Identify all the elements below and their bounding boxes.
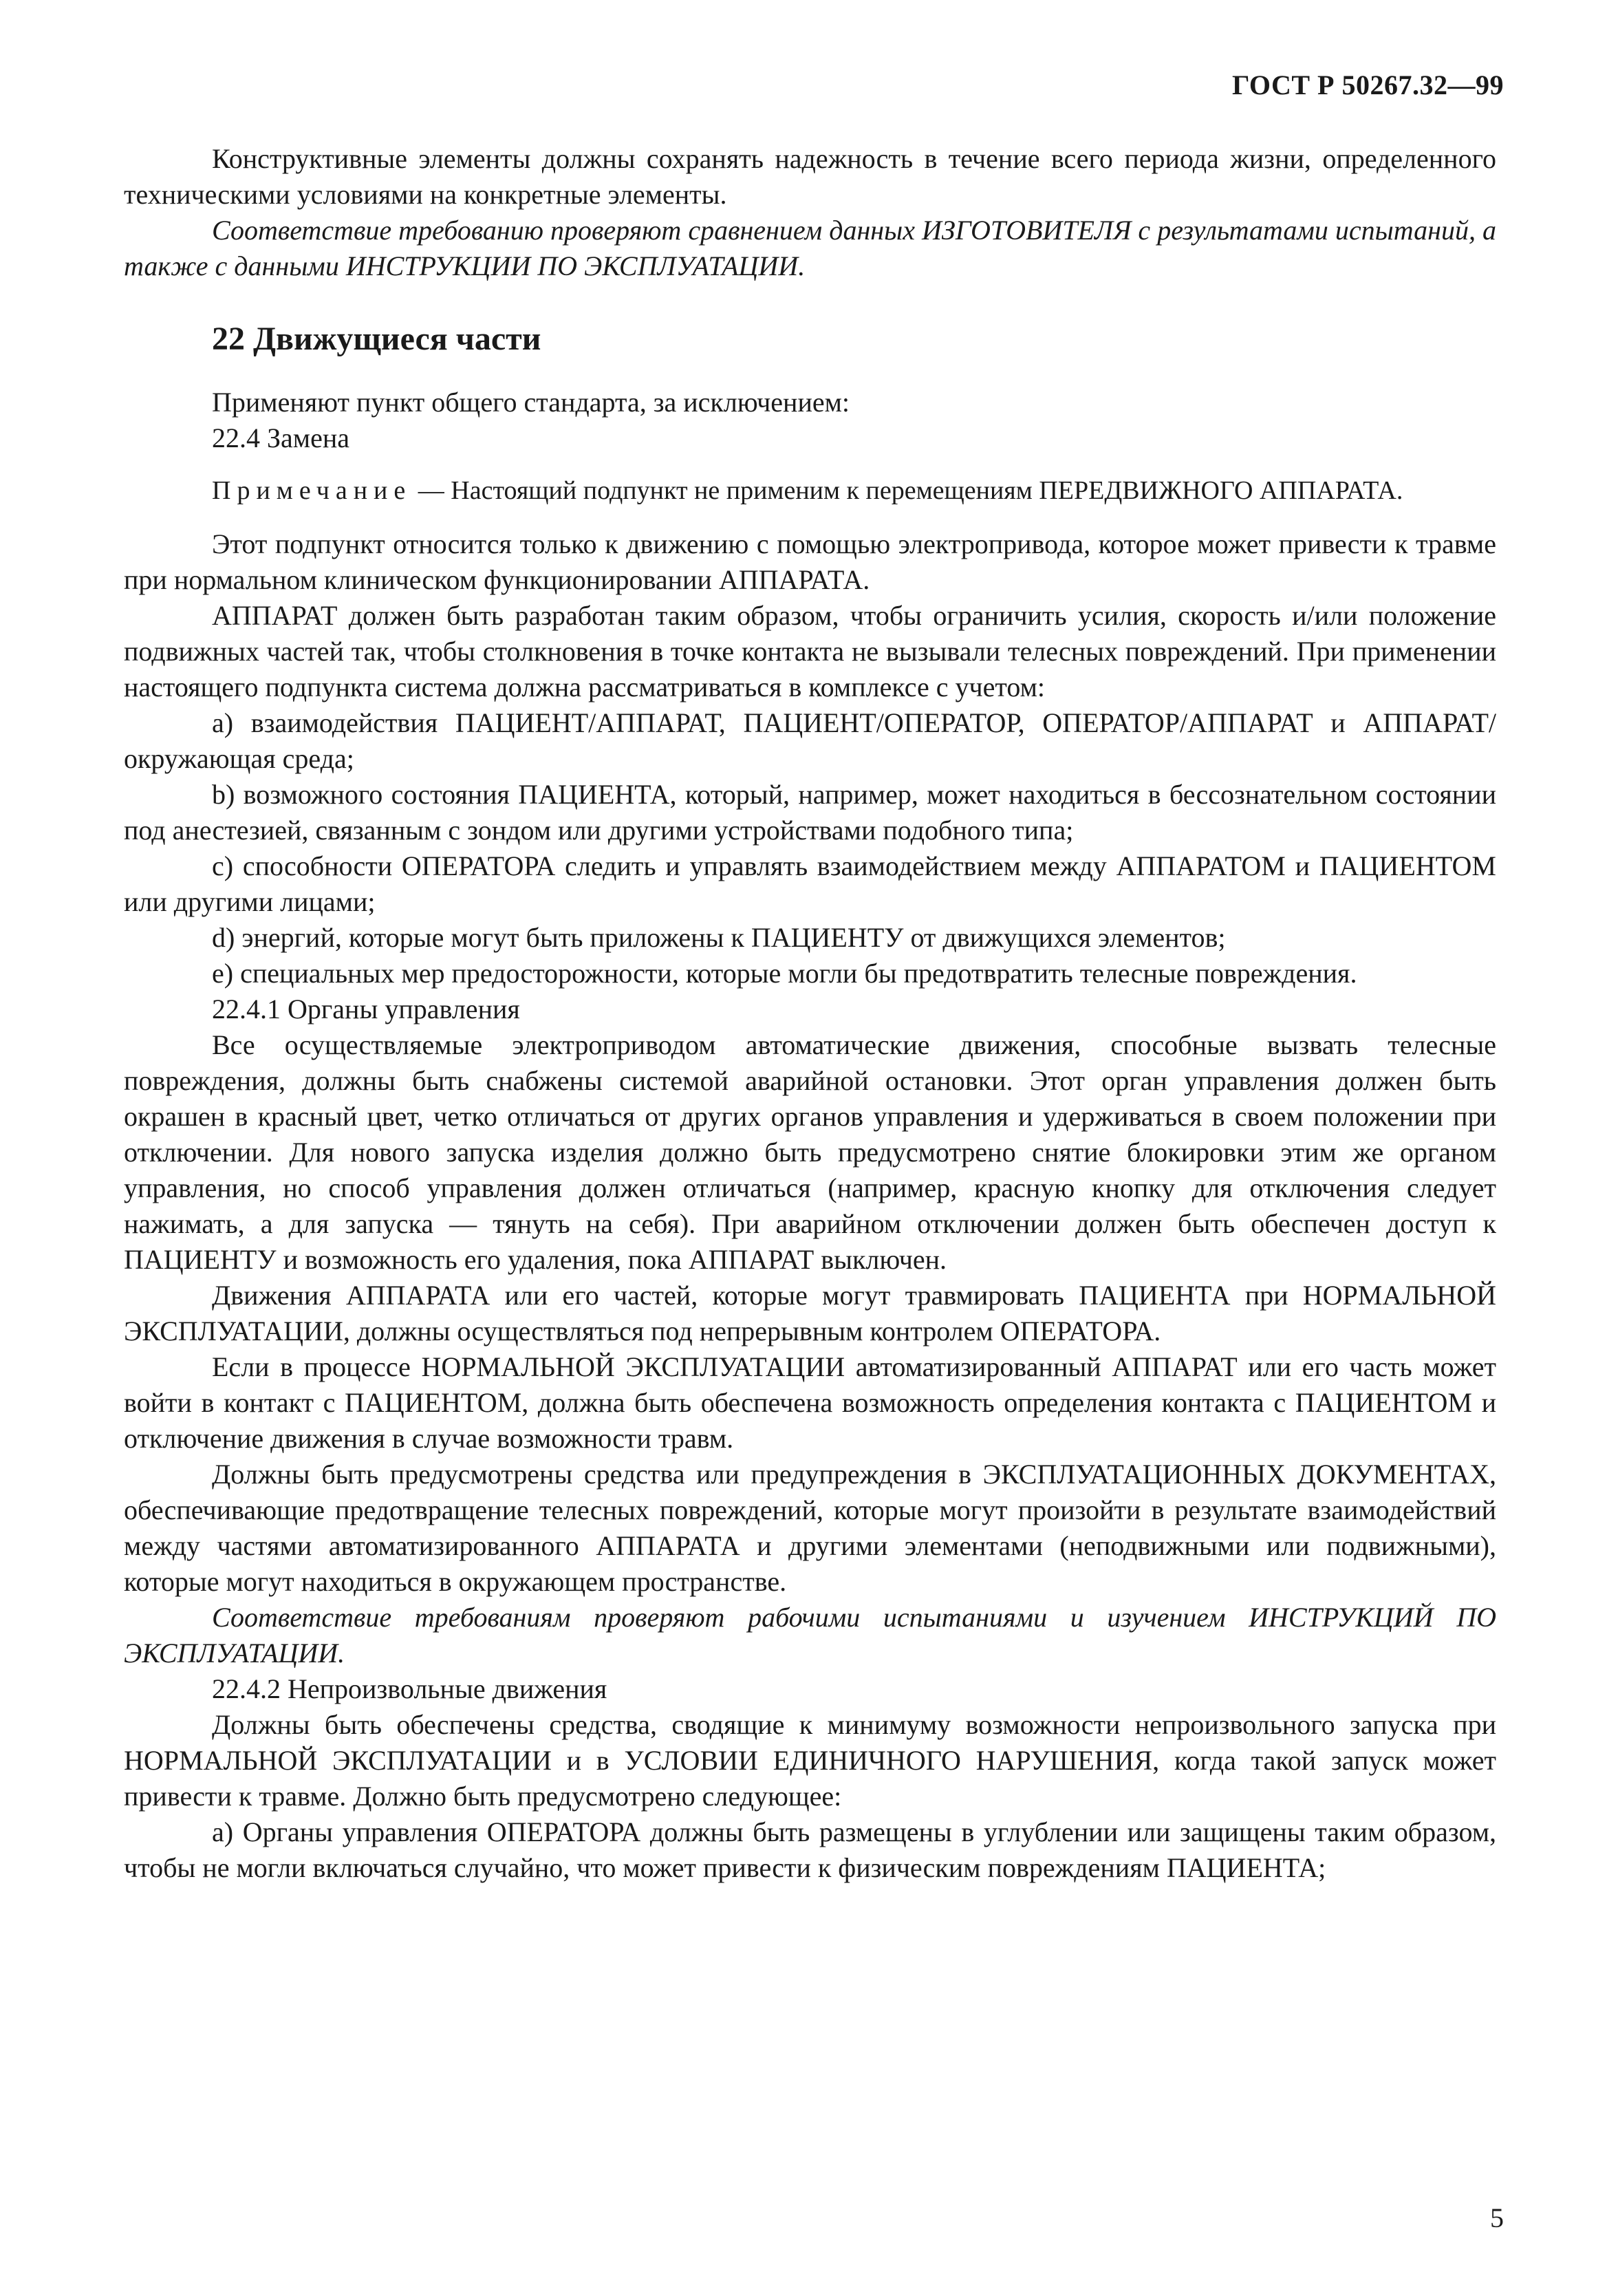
note-label: Примечание [212, 476, 412, 505]
page-number: 5 [1490, 2202, 1504, 2233]
document-body [124, 141, 1496, 1886]
compliance-paragraph: Соответствие требованиям проверяют рабочими испытаниями и изучением ИНСТРУКЦИЙ ПО ЭКСПЛУАТАЦИИ. [124, 1602, 1496, 1669]
paragraph: Движения АППАРАТА или его частей, которые могут травмировать ПАЦИЕНТА при НОРМАЛЬНОЙ ЭКСПЛУАТАЦИИ, должны осуществляться под непрерывным контролем ОПЕРАТОРА. [124, 1280, 1496, 1347]
subsection-title: 22.4.1 Органы управления [212, 994, 520, 1024]
list-item: b) возможного состояния ПАЦИЕНТА, который, например, может находиться в бессознательном состоянии под анестезией, связанным с зондом или другими устройствами подобного типа; [124, 779, 1496, 846]
list-item: а) Органы управления ОПЕРАТОРА должны быть размещены в углублении или защищены таким образом, чтобы не могли включаться случайно, что может привести к физическим повреждениям ПАЦИЕНТА; [124, 1816, 1496, 1883]
paragraph: Должны быть предусмотрены средства или предупреждения в ЭКСПЛУАТАЦИОННЫХ ДОКУМЕНТАХ, обеспечивающие предотвращение телесных повреждений, которые могут произойти в результате взаимодействий между частями автоматизированного АППАРАТА и другими элементами (неподвижными или подвижными), которые могут находиться в окружающем пространстве. [124, 1459, 1496, 1597]
standard-code-header: ГОСТ Р 50267.32—99 [1231, 69, 1504, 100]
section-title: 22 Движущиеся части [212, 321, 541, 357]
subsection-title: 22.4 Замена [212, 422, 350, 453]
subsection-title: 22.4.2 Непроизвольные движения [212, 1673, 607, 1704]
paragraph: Если в процессе НОРМАЛЬНОЙ ЭКСПЛУАТАЦИИ автоматизированный АППАРАТ или его часть может войти в контакт с ПАЦИЕНТОМ, должна быть обеспечена возможность определения контакта с ПАЦИЕНТОМ и отключение движения в случае возможности травм. [124, 1351, 1496, 1454]
list-item: е) специальных мер предосторожности, которые могли бы предотвратить телесные повреждения. [212, 958, 1357, 989]
paragraph: Все осуществляемые электроприводом автоматические движения, способные вызвать телесные повреждения, должны быть снабжены системой аварийной остановки. Этот орган управления должен быть окрашен в красный цвет, четко отличаться от других органов управления и удерживаться в своем положении при отключении. Для нового запуска изделия должно быть предусмотрено снятие блокировки этим же органом управления, но способ управления должен отличаться (например, красную кнопку для отключения следует нажимать, а для запуска — тянуть на себя). При аварийном отключении должен быть обеспечен доступ к ПАЦИЕНТУ и возможность его удаления, пока АППАРАТ выключен. [124, 1029, 1496, 1275]
list-item: d) энергий, которые могут быть приложены к ПАЦИЕНТУ от движущихся элементов; [212, 922, 1226, 953]
paragraph: Должны быть обеспечены средства, сводящие к минимуму возможности непроизвольного запуска при НОРМАЛЬНОЙ ЭКСПЛУАТАЦИИ и в УСЛОВИИ ЕДИНИЧНОГО НАРУШЕНИЯ, когда такой запуск может привести к травме. Должно быть предусмотрено следующее: [124, 1709, 1496, 1812]
list-item: с) способности ОПЕРАТОРА следить и управлять взаимодействием между АППАРАТОМ и ПАЦИЕНТОМ или другими лицами; [124, 850, 1496, 917]
list-item: а) взаимодействия ПАЦИЕНТ/АППАРАТ, ПАЦИЕНТ/ОПЕРАТОР, ОПЕРАТОР/АППАРАТ и АППАРАТ/окружающая среда; [124, 707, 1496, 774]
note-text: — Настоящий подпункт не применим к перемещениям ПЕРЕДВИЖНОГО АППАРАТА. [411, 476, 1403, 505]
paragraph: Конструктивные элементы должны сохранять надежность в течение всего периода жизни, определенного техническими условиями на конкретные элементы. [124, 143, 1496, 210]
compliance-paragraph: Соответствие требованию проверяют сравнением данных ИЗГОТОВИТЕЛЯ с результатами испытаний, а также с данными ИНСТРУКЦИИ ПО ЭКСПЛУАТАЦИИ. [124, 215, 1496, 281]
paragraph: Этот подпункт относится только к движению с помощью электропривода, которое может привести к травме при нормальном клиническом функционировании АППАРАТА. [124, 528, 1496, 595]
paragraph: Применяют пункт общего стандарта, за исключением: [212, 387, 850, 418]
paragraph: АППАРАТ должен быть разработан таким образом, чтобы ограничить усилия, скорость и/или положение подвижных частей так, чтобы столкновения в точке контакта не вызывали телесных повреждений. При применении настоящего подпункта система должна рассматриваться в комплексе с учетом: [124, 600, 1496, 702]
note [124, 473, 1496, 508]
